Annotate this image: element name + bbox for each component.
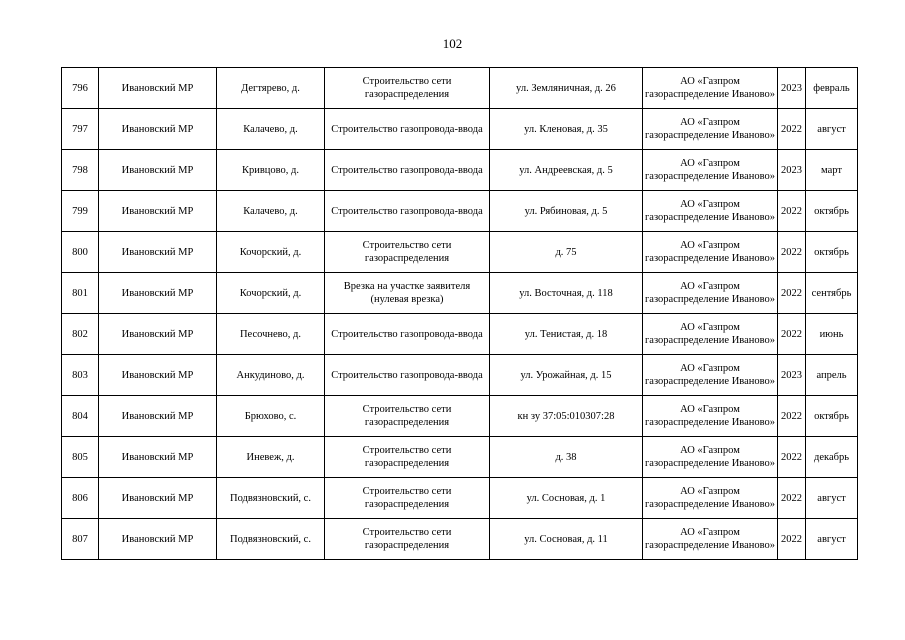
month-cell: октябрь bbox=[806, 232, 858, 273]
organization-cell: АО «Газпром газораспределение Иваново» bbox=[643, 519, 778, 560]
organization-cell: АО «Газпром газораспределение Иваново» bbox=[643, 232, 778, 273]
work-type-cell: Строительство газопровода-ввода bbox=[325, 314, 490, 355]
district-cell: Ивановский МР bbox=[99, 355, 217, 396]
settlement-cell: Подвязновский, с. bbox=[217, 478, 325, 519]
row-number-cell: 801 bbox=[62, 273, 99, 314]
district-cell: Ивановский МР bbox=[99, 437, 217, 478]
table-row bbox=[62, 314, 858, 355]
row-number-cell: 807 bbox=[62, 519, 99, 560]
address-cell: ул. Восточная, д. 118 bbox=[490, 273, 643, 314]
year-cell: 2022 bbox=[778, 396, 806, 437]
work-type-cell: Строительство сети газораспределения bbox=[325, 437, 490, 478]
page-number: 102 bbox=[442, 36, 463, 51]
address-cell: ул. Сосновая, д. 11 bbox=[490, 519, 643, 560]
month-cell: сентябрь bbox=[806, 273, 858, 314]
organization-cell: АО «Газпром газораспределение Иваново» bbox=[643, 68, 778, 109]
address-cell: кн зу 37:05:010307:28 bbox=[490, 396, 643, 437]
settlement-cell: Кривцово, д. bbox=[217, 150, 325, 191]
address-cell: д. 75 bbox=[490, 232, 643, 273]
work-type-cell: Врезка на участке заявителя (нулевая врезка) bbox=[325, 273, 490, 314]
district-cell: Ивановский МР bbox=[99, 191, 217, 232]
table-row bbox=[62, 273, 858, 314]
year-cell: 2022 bbox=[778, 232, 806, 273]
work-type-cell: Строительство сети газораспределения bbox=[325, 396, 490, 437]
row-number-cell: 805 bbox=[62, 437, 99, 478]
settlement-cell: Калачево, д. bbox=[217, 191, 325, 232]
work-type-cell: Строительство газопровода-ввода bbox=[325, 150, 490, 191]
row-number-cell: 796 bbox=[62, 68, 99, 109]
organization-cell: АО «Газпром газораспределение Иваново» bbox=[643, 396, 778, 437]
work-type-cell: Строительство газопровода-ввода bbox=[325, 191, 490, 232]
year-cell: 2022 bbox=[778, 109, 806, 150]
district-cell: Ивановский МР bbox=[99, 519, 217, 560]
month-cell: август bbox=[806, 519, 858, 560]
organization-cell: АО «Газпром газораспределение Иваново» bbox=[643, 314, 778, 355]
district-cell: Ивановский МР bbox=[99, 314, 217, 355]
gasification-table bbox=[61, 67, 858, 560]
organization-cell: АО «Газпром газораспределение Иваново» bbox=[643, 478, 778, 519]
address-cell: ул. Кленовая, д. 35 bbox=[490, 109, 643, 150]
month-cell: февраль bbox=[806, 68, 858, 109]
settlement-cell: Кочорский, д. bbox=[217, 232, 325, 273]
organization-cell: АО «Газпром газораспределение Иваново» bbox=[643, 150, 778, 191]
table-row bbox=[62, 437, 858, 478]
settlement-cell: Дегтярево, д. bbox=[217, 68, 325, 109]
settlement-cell: Подвязновский, с. bbox=[217, 519, 325, 560]
row-number-cell: 803 bbox=[62, 355, 99, 396]
row-number-cell: 802 bbox=[62, 314, 99, 355]
month-cell: октябрь bbox=[806, 191, 858, 232]
year-cell: 2022 bbox=[778, 437, 806, 478]
address-cell: ул. Тенистая, д. 18 bbox=[490, 314, 643, 355]
row-number-cell: 800 bbox=[62, 232, 99, 273]
table-body bbox=[62, 68, 858, 560]
organization-cell: АО «Газпром газораспределение Иваново» bbox=[643, 109, 778, 150]
address-cell: ул. Андреевская, д. 5 bbox=[490, 150, 643, 191]
work-type-cell: Строительство сети газораспределения bbox=[325, 519, 490, 560]
address-cell: ул. Рябиновая, д. 5 bbox=[490, 191, 643, 232]
year-cell: 2022 bbox=[778, 314, 806, 355]
month-cell: март bbox=[806, 150, 858, 191]
organization-cell: АО «Газпром газораспределение Иваново» bbox=[643, 191, 778, 232]
work-type-cell: Строительство сети газораспределения bbox=[325, 68, 490, 109]
table-row bbox=[62, 232, 858, 273]
settlement-cell: Песочнево, д. bbox=[217, 314, 325, 355]
month-cell: июнь bbox=[806, 314, 858, 355]
table-row bbox=[62, 478, 858, 519]
district-cell: Ивановский МР bbox=[99, 396, 217, 437]
settlement-cell: Брюхово, с. bbox=[217, 396, 325, 437]
district-cell: Ивановский МР bbox=[99, 109, 217, 150]
work-type-cell: Строительство газопровода-ввода bbox=[325, 355, 490, 396]
district-cell: Ивановский МР bbox=[99, 273, 217, 314]
month-cell: октябрь bbox=[806, 396, 858, 437]
settlement-cell: Иневеж, д. bbox=[217, 437, 325, 478]
work-type-cell: Строительство сети газораспределения bbox=[325, 478, 490, 519]
district-cell: Ивановский МР bbox=[99, 150, 217, 191]
address-cell: ул. Урожайная, д. 15 bbox=[490, 355, 643, 396]
row-number-cell: 797 bbox=[62, 109, 99, 150]
row-number-cell: 798 bbox=[62, 150, 99, 191]
settlement-cell: Калачево, д. bbox=[217, 109, 325, 150]
table-row bbox=[62, 519, 858, 560]
table-row bbox=[62, 150, 858, 191]
month-cell: апрель bbox=[806, 355, 858, 396]
year-cell: 2022 bbox=[778, 191, 806, 232]
address-cell: ул. Сосновая, д. 1 bbox=[490, 478, 643, 519]
district-cell: Ивановский МР bbox=[99, 68, 217, 109]
month-cell: август bbox=[806, 478, 858, 519]
year-cell: 2022 bbox=[778, 273, 806, 314]
row-number-cell: 804 bbox=[62, 396, 99, 437]
month-cell: декабрь bbox=[806, 437, 858, 478]
work-type-cell: Строительство сети газораспределения bbox=[325, 232, 490, 273]
year-cell: 2022 bbox=[778, 478, 806, 519]
address-cell: ул. Земляничная, д. 26 bbox=[490, 68, 643, 109]
settlement-cell: Анкудиново, д. bbox=[217, 355, 325, 396]
table-row bbox=[62, 68, 858, 109]
year-cell: 2023 bbox=[778, 68, 806, 109]
table-row bbox=[62, 355, 858, 396]
district-cell: Ивановский МР bbox=[99, 232, 217, 273]
year-cell: 2023 bbox=[778, 150, 806, 191]
year-cell: 2022 bbox=[778, 519, 806, 560]
organization-cell: АО «Газпром газораспределение Иваново» bbox=[643, 273, 778, 314]
organization-cell: АО «Газпром газораспределение Иваново» bbox=[643, 355, 778, 396]
work-type-cell: Строительство газопровода-ввода bbox=[325, 109, 490, 150]
table-row bbox=[62, 109, 858, 150]
year-cell: 2023 bbox=[778, 355, 806, 396]
organization-cell: АО «Газпром газораспределение Иваново» bbox=[643, 437, 778, 478]
address-cell: д. 38 bbox=[490, 437, 643, 478]
table-row bbox=[62, 396, 858, 437]
row-number-cell: 799 bbox=[62, 191, 99, 232]
table-row bbox=[62, 191, 858, 232]
month-cell: август bbox=[806, 109, 858, 150]
row-number-cell: 806 bbox=[62, 478, 99, 519]
settlement-cell: Кочорский, д. bbox=[217, 273, 325, 314]
district-cell: Ивановский МР bbox=[99, 478, 217, 519]
